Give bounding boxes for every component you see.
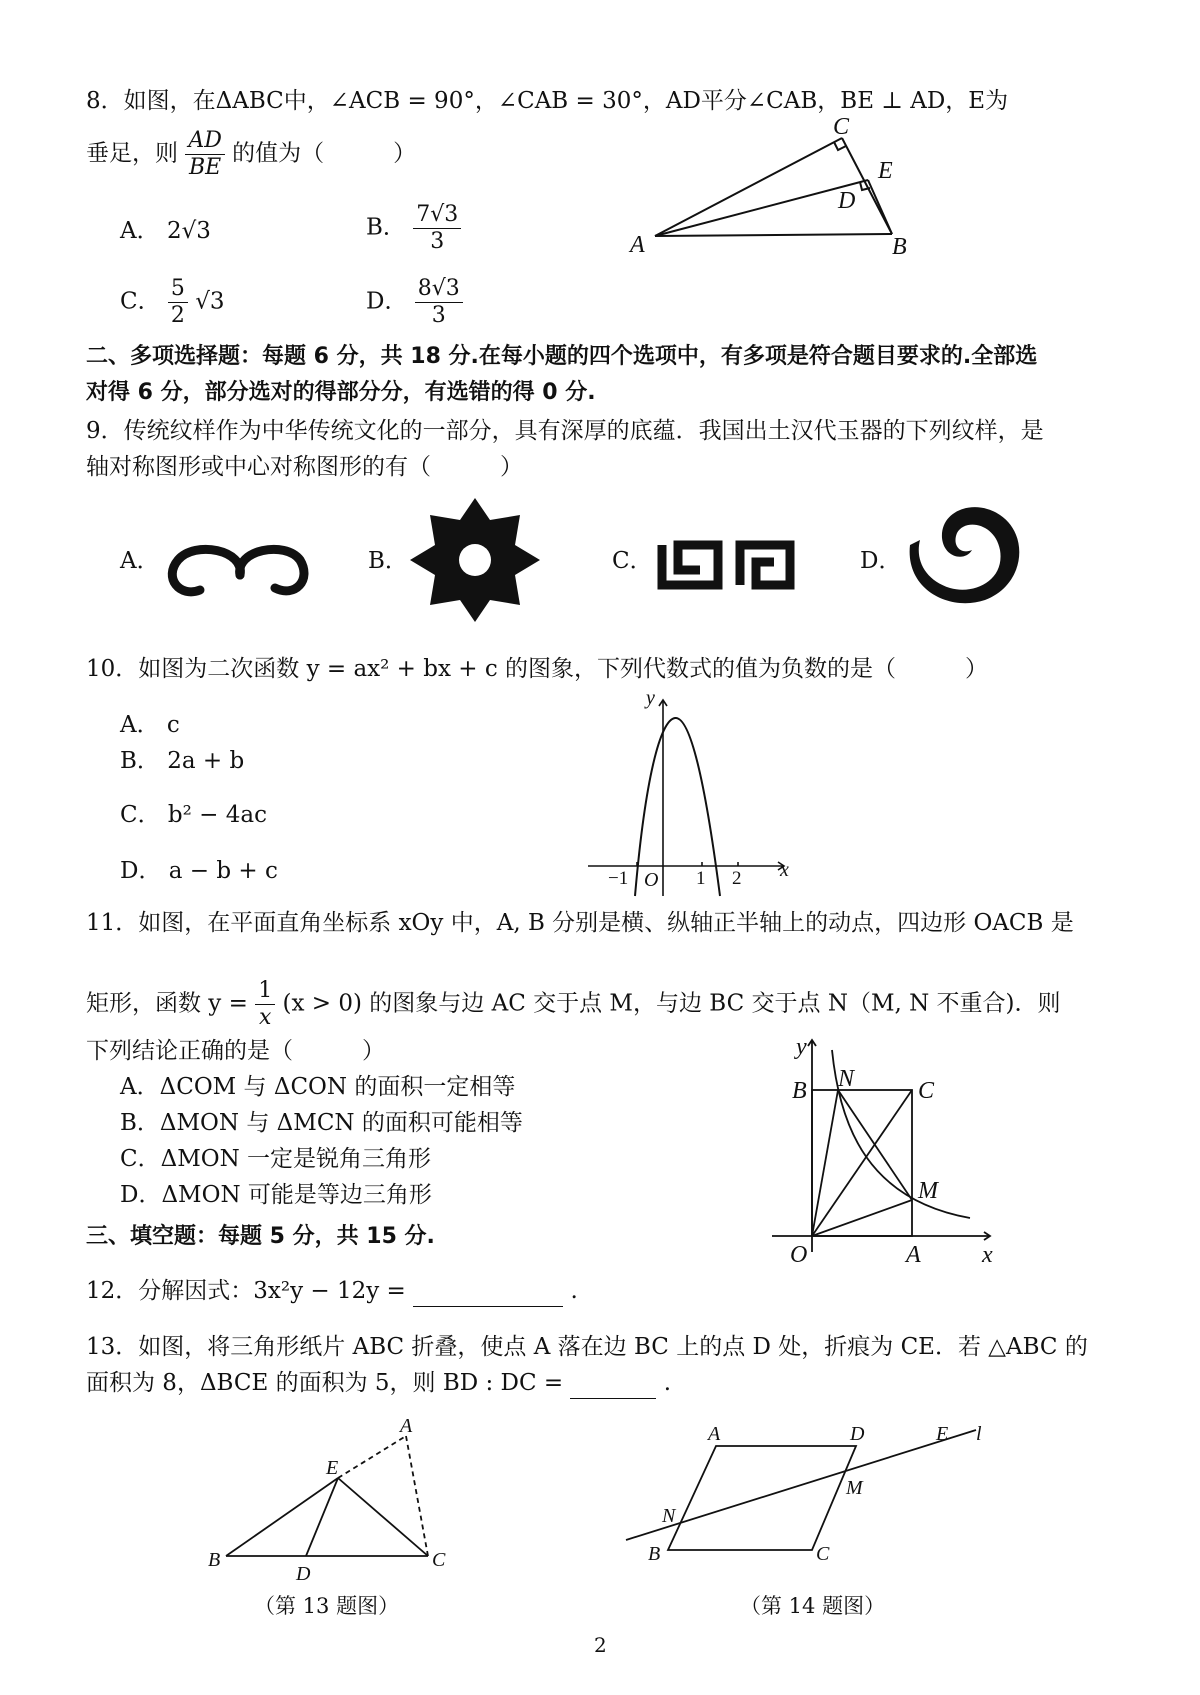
q10-option-a[interactable]: A． c <box>120 712 180 738</box>
q11-label-n: N <box>838 1066 855 1092</box>
q11-label-a: A <box>906 1242 921 1268</box>
q10-option-c[interactable]: C． b² − 4ac <box>120 802 267 828</box>
q9-option-b-label[interactable]: B． <box>368 548 408 574</box>
q11-line3: 下列结论正确的是（ ） <box>86 1038 385 1064</box>
q13-line2-pre: 面积为 8，ΔBCE 的面积为 5，则 BD : DC = <box>86 1370 564 1396</box>
q10-line1: 10．如图为二次函数 y = ax² + bx + c 的图象，下列代数式的值为负数的是（ ） <box>86 656 989 682</box>
q8-option-b-num: 7√3 <box>413 202 461 229</box>
fig13-label-d: D <box>296 1563 311 1585</box>
q8-label-d: D <box>838 188 856 214</box>
fig14-caption: （第 14 题图） <box>740 1594 886 1618</box>
fig13-label-e: E <box>326 1457 339 1479</box>
q13-line2-post: . <box>663 1370 672 1396</box>
q11-option-a[interactable]: A．ΔCOM 与 ΔCON 的面积一定相等 <box>120 1074 516 1100</box>
q11-label-y: y <box>796 1034 807 1060</box>
fig13-label-a: A <box>400 1415 413 1437</box>
section3-line1: 三、填空题：每题 5 分，共 15 分. <box>86 1224 435 1249</box>
q11-label-b: B <box>792 1078 807 1104</box>
q8-line2-post: 的值为（ ） <box>232 140 417 167</box>
q8-line1: 8．如图，在ΔABC中，∠ACB = 90°，∠CAB = 30°，AD平分∠CAB，BE ⊥ AD，E为 <box>86 88 1009 114</box>
q8-label-a: A <box>630 232 645 258</box>
q10-label-o: O <box>644 869 659 891</box>
q10-option-d[interactable]: D． a − b + c <box>120 858 278 884</box>
q11-label-x: x <box>982 1242 993 1268</box>
q9-option-c-label[interactable]: C． <box>612 548 653 574</box>
fig14-label-e: E <box>936 1423 949 1445</box>
fig13-caption: （第 13 题图） <box>254 1594 400 1618</box>
q10-option-b[interactable]: B． 2a + b <box>120 748 245 774</box>
fig14-label-b: B <box>648 1543 661 1565</box>
q11-option-c[interactable]: C．ΔMON 一定是锐角三角形 <box>120 1146 432 1172</box>
fig14-label-m: M <box>846 1477 863 1499</box>
q11-option-d[interactable]: D．ΔMON 可能是等边三角形 <box>120 1182 432 1208</box>
q8-option-a-label: A． <box>120 218 160 244</box>
q8-option-a-value: 2√3 <box>166 218 211 244</box>
q13-line1: 13．如图，将三角形纸片 ABC 折叠，使点 A 落在边 BC 上的点 D 处，折痕为 CE．若 △ABC 的 <box>86 1334 1088 1360</box>
q11-line2-post: (x > 0) 的图象与边 AC 交于点 M，与边 BC 交于点 N（M, N 不重合)．则 <box>282 990 1061 1017</box>
q11-option-b[interactable]: B．ΔMON 与 ΔMCN 的面积可能相等 <box>120 1110 523 1136</box>
q8-option-d-den: 3 <box>431 303 446 328</box>
q8-option-d-label: D． <box>366 288 408 315</box>
section2-line2: 对得 6 分，部分选对的得部分分，有选错的得 0 分. <box>86 380 596 405</box>
q8-line2-pre: 垂足，则 <box>86 140 178 167</box>
q8-option-d-num: 8√3 <box>415 276 463 303</box>
fig14-label-n: N <box>662 1505 676 1527</box>
q11-line2-pre: 矩形，函数 y = <box>86 990 248 1017</box>
section2-line1: 二、多项选择题：每题 6 分，共 18 分.在每小题的四个选项中，有多项是符合题目要求的.全部选 <box>86 344 1038 369</box>
q8-option-b-den: 3 <box>430 229 445 254</box>
q11-frac-den: x <box>258 1005 272 1030</box>
q12-suffix: . <box>570 1278 578 1304</box>
fig14-label-d: D <box>850 1423 865 1445</box>
fig13-label-b: B <box>208 1549 221 1571</box>
q8-label-c: C <box>833 114 850 140</box>
q8-option-c-num: 5 <box>168 276 188 303</box>
page-number: 2 <box>594 1633 607 1657</box>
q10-label-2: 2 <box>732 868 742 889</box>
q8-frac-den: BE <box>188 155 222 180</box>
q8-option-b-label: B． <box>366 214 406 241</box>
q10-label-x: x <box>780 859 789 881</box>
q9-line1: 9．传统纹样作为中华传统文化的一部分，具有深厚的底蕴．我国出土汉代玉器的下列纹样，是 <box>86 418 1044 444</box>
q8-label-b: B <box>892 234 907 260</box>
q11-line1: 11．如图，在平面直角坐标系 xOy 中，A, B 分别是横、纵轴正半轴上的动点，四边形 OACB 是 <box>86 910 1074 936</box>
q10-label-1: 1 <box>696 868 706 889</box>
fig14-label-l: l <box>976 1423 982 1445</box>
q11-label-m: M <box>918 1178 938 1204</box>
q8-option-c-label: C． <box>120 288 161 315</box>
fig13-label-c: C <box>432 1549 446 1571</box>
q8-option-c-tail: √3 <box>195 288 225 315</box>
q10-label-y: y <box>646 687 655 709</box>
q9-line2: 轴对称图形或中心对称图形的有（ ） <box>86 454 523 480</box>
q11-label-o: O <box>790 1242 808 1268</box>
q12-prefix: 12．分解因式：3x²y − 12y = <box>86 1278 406 1304</box>
q8-frac-num: AD <box>185 128 225 155</box>
q8-option-c-den: 2 <box>170 303 185 328</box>
q9-option-a-label[interactable]: A． <box>120 548 160 574</box>
fig14-label-a: A <box>708 1423 721 1445</box>
q9-option-d-label[interactable]: D． <box>860 548 902 574</box>
fig14-label-c: C <box>816 1543 830 1565</box>
q10-label-m1: −1 <box>608 868 629 889</box>
q8-label-e: E <box>878 158 893 184</box>
q11-frac-num: 1 <box>255 978 275 1005</box>
q11-label-c: C <box>918 1078 935 1104</box>
